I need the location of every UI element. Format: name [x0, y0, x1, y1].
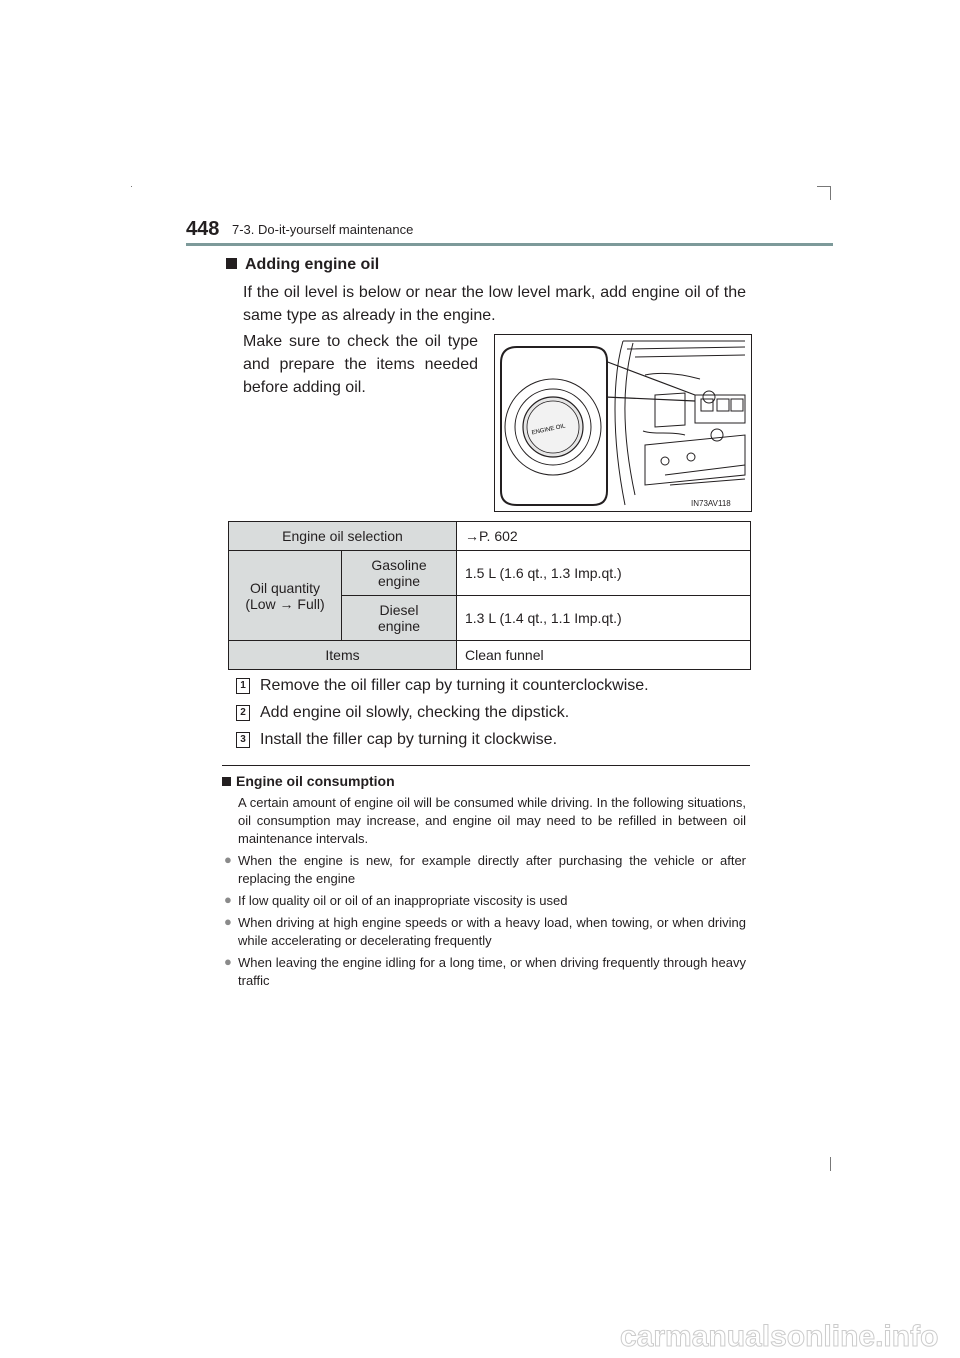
step-text: Remove the oil filler cap by turning it counterclockwise.	[260, 677, 649, 694]
section-heading	[226, 256, 379, 274]
gasoline-label-line2: engine	[377, 573, 421, 589]
oil-selection-value	[457, 522, 751, 551]
gasoline-label-line1: Gasoline	[371, 557, 427, 573]
step-text: Install the filler cap by turning it clockwise.	[260, 731, 558, 748]
crop-mark-top-right-h	[817, 186, 831, 187]
oil-quantity-label-line1: Oil quantity	[249, 579, 321, 596]
step-1	[236, 677, 649, 695]
note-bullet-1: When the engine is new, for example directly after purchasing the vehicle or after replacing the engine	[238, 853, 746, 886]
items-label: Items	[229, 641, 457, 670]
watermark-text: carmanualsonline.info	[620, 1320, 939, 1353]
oil-spec-table	[228, 521, 751, 670]
figure-code: IN73AV118	[691, 499, 731, 508]
items-value: Clean funnel	[457, 641, 751, 670]
step-number-badge: 3	[236, 732, 250, 748]
note-bullet-3: When driving at high engine speeds or with a heavy load, when towing, or when driving while accelerating or decelerating frequently	[238, 915, 746, 948]
intro-paragraph: If the oil level is below or near the low level mark, add engine oil of the same type as already in the engine.	[243, 284, 746, 324]
heading-square-icon	[226, 258, 237, 269]
diesel-engine-label	[342, 596, 457, 641]
diesel-quantity-value: 1.3 L (1.4 qt., 1.1 Imp.qt.)	[457, 596, 751, 641]
bullet-dot-icon: ●	[224, 892, 232, 907]
table-row	[229, 551, 751, 596]
note-heading-text: Engine oil consumption	[236, 773, 395, 789]
step-3	[236, 731, 557, 749]
side-paragraph: Make sure to check the oil type and prepare the items needed before adding oil.	[243, 333, 478, 396]
gasoline-engine-label	[342, 551, 457, 596]
section-title: 7-3. Do-it-yourself maintenance	[232, 222, 414, 237]
diesel-label-line2: engine	[377, 618, 421, 634]
oil-quantity-label-line2: (Low → Full)	[245, 595, 325, 612]
cap-label: ENGINE OIL	[531, 423, 567, 437]
oil-cap-illustration	[494, 334, 752, 512]
step-2	[236, 704, 569, 722]
header-rule	[186, 243, 833, 246]
note-body: A certain amount of engine oil will be consumed while driving. In the following situations, oil consumption may increase, and engine oil may need to be refilled in between oil maintenance intervals.	[238, 795, 746, 846]
table-row	[229, 641, 751, 670]
site-watermark	[620, 1316, 950, 1356]
note-bullet-2: If low quality oil or oil of an inappropriate viscosity is used	[238, 893, 568, 908]
diesel-label-line1: Diesel	[379, 602, 419, 618]
crop-mark-top-right-v	[830, 186, 831, 200]
table-row	[229, 522, 751, 551]
note-heading	[222, 773, 395, 789]
heading-text: Adding engine oil	[245, 256, 380, 273]
gasoline-quantity-value: 1.5 L (1.6 qt., 1.3 Imp.qt.)	[457, 551, 751, 596]
step-text: Add engine oil slowly, checking the dipstick.	[260, 704, 570, 721]
oil-selection-label: Engine oil selection	[229, 522, 457, 551]
page-number: 448	[186, 218, 220, 240]
step-number-badge: 1	[236, 678, 250, 694]
bullet-dot-icon: ●	[224, 852, 232, 867]
note-bullet-4: When leaving the engine idling for a long time, or when driving frequently through heavy traffic	[238, 955, 746, 988]
bullet-dot-icon: ●	[224, 914, 232, 929]
bullet-dot-icon: ●	[224, 954, 232, 969]
crop-mark-top-left	[131, 186, 132, 187]
engine-bay-drawing	[495, 335, 751, 511]
step-number-badge: 2	[236, 705, 250, 721]
page-reference-link[interactable]: →P. 602	[465, 528, 518, 544]
crop-mark-bottom-right	[830, 1157, 831, 1171]
oil-quantity-label	[229, 551, 342, 641]
note-square-icon	[222, 777, 231, 786]
divider	[222, 765, 750, 766]
